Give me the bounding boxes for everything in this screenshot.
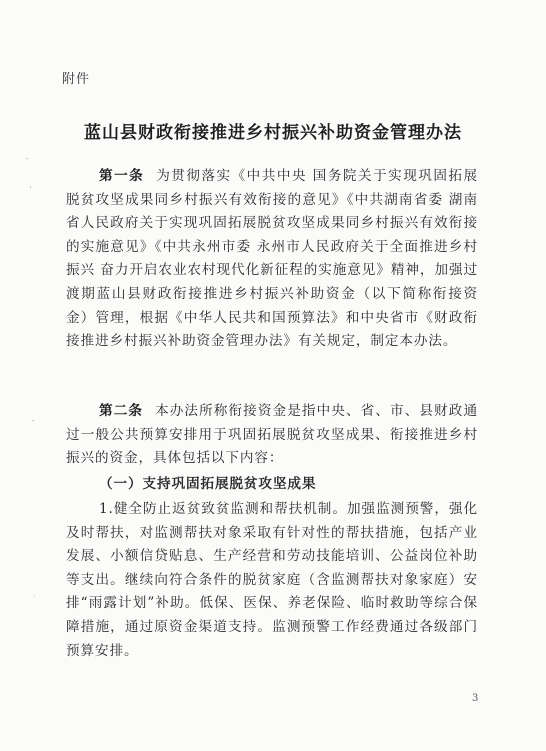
document-title: 蓝山县财政衔接推进乡村振兴补助资金管理办法 <box>84 123 462 143</box>
article-1-label: 第一条 <box>99 168 145 184</box>
page-number: 3 <box>472 693 479 704</box>
item-1-paragraph: 1.健全防止返贫致贫监测和帮扶机制。加强监测预警，强化及时帮扶，对监测帮扶对象采取有针对性的帮扶措施，包括产业发展、小额信贷贴息、生产经营和劳动技能培训、公益岗位补助等支出。继续向符合条件的脱贫家庭（含监测帮扶对象家庭）安排“雨露计划”补助。低保、医保、养老保险、临时救助等综合保障措施，通过原资金渠道支持。监测预警工作经费通过各级部门预算安排。 <box>66 501 478 659</box>
article-2-label: 第二条 <box>99 403 144 419</box>
article-2-paragraph <box>66 400 478 471</box>
attachment-label: 附件 <box>62 72 91 87</box>
article-1-text: 为贯彻落实《中共中央 国务院关于实现巩固拓展脱贫攻坚成果同乡村振兴有效衔接的意见》《中共湖南省委 湖南省人民政府关于实现巩固拓展脱贫攻坚成果同乡村振兴有效衔接的实施意见》《中共永州市委 永州市人民政府关于全面推进乡村振兴 奋力开启农业农村现代化新征程的实施意见》精神，加强过渡期蓝山县财政衔接推进乡村振兴补助资金（以下简称衔接资金）管理，根据《中华人民共和国预算法》和中央省市《财政衔接推进乡村振兴补助资金管理办法》有关规定，制定本办法。 <box>66 168 479 350</box>
article-1-paragraph <box>66 165 478 354</box>
section-1-heading: （一）支持巩固拓展脱贫攻坚成果 <box>99 476 317 492</box>
article-2-text: 本办法所称衔接资金是指中央、省、市、县财政通过一般公共预算安排用于巩固拓展脱贫攻坚成果、衔接推进乡村振兴的资金，具体包括以下内容： <box>66 403 478 467</box>
